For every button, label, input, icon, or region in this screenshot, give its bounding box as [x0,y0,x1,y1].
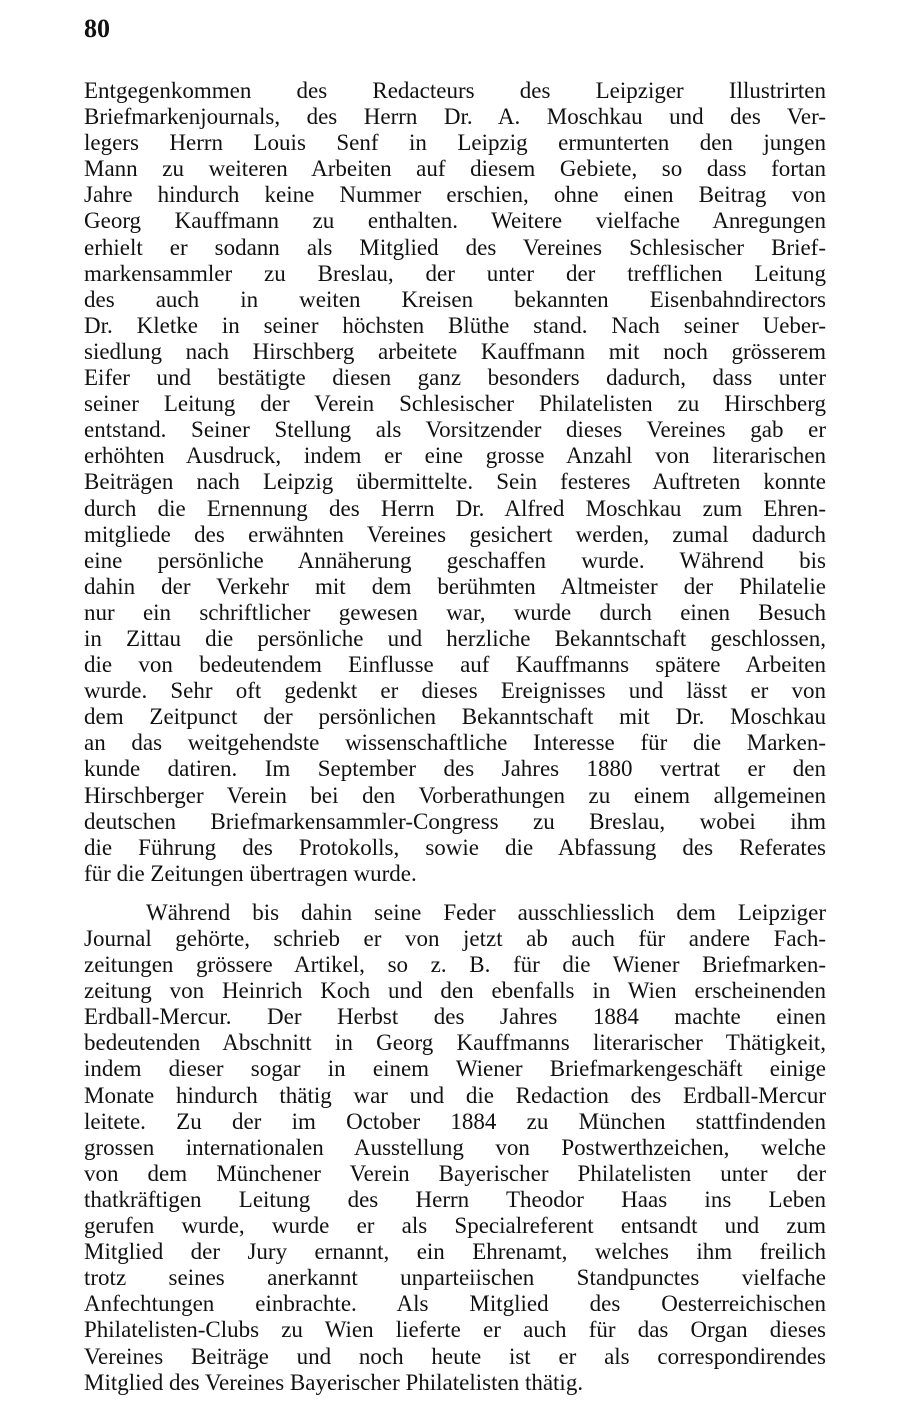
text-line: an das weitgehendste wissenschaftliche Interesse für die Marken- [84,730,826,756]
text-line: Eifer und bestätigte diesen ganz besonders dadurch, dass unter [84,365,826,391]
text-line: Erdball-Mercur. Der Herbst des Jahres 1884 machte einen [84,1004,826,1030]
text-line: Beiträgen nach Leipzig übermittelte. Sein festeres Auftreten konnte [84,469,826,495]
text-line: Journal gehörte, schrieb er von jetzt ab auch für andere Fach- [84,926,826,951]
text-line: erhielt er sodann als Mitglied des Vereines Schlesischer Brief- [84,234,826,260]
text-line: bedeutenden Abschnitt in Georg Kauffmanns literarischer Thätigkeit, [84,1030,826,1056]
paragraph-gap [84,887,826,900]
text-line: Während bis dahin seine Feder ausschliesslich dem Leipziger [146,899,826,925]
text-line: legers Herrn Louis Senf in Leipzig ermunterten den jungen [84,130,826,156]
text-line: durch die Ernennung des Herrn Dr. Alfred Moschkau zum Ehren- [84,495,826,521]
text-line: dahin der Verkehr mit dem berühmten Altmeister der Philatelie [84,573,826,599]
text-line: Dr. Kletke in seiner höchsten Blüthe stand. Nach seiner Ueber- [84,312,826,338]
text-line: des auch in weiten Kreisen bekannten Eisenbahndirectors [84,286,826,312]
text-line: erhöhten Ausdruck, indem er eine grosse Anzahl von literarischen [84,443,826,469]
text-line: grossen internationalen Ausstellung von Postwerthzeichen, welche [84,1134,826,1160]
text-line: deutschen Briefmarkensammler-Congress zu Breslau, wobei ihm [84,808,826,834]
text-line: Anfechtungen einbrachte. Als Mitglied des Oesterreichischen [84,1291,826,1317]
text-line: siedlung nach Hirschberg arbeitete Kauffmann mit noch grösserem [84,338,826,364]
text-line: kunde datiren. Im September des Jahres 1880 vertrat er den [84,756,826,782]
text-line: Mann zu weiteren Arbeiten auf diesem Gebiete, so dass fortan [84,156,826,182]
text-line: zeitungen grössere Artikel, so z. B. für die Wiener Briefmarken- [84,952,826,978]
text-line: Jahre hindurch keine Nummer erschien, ohne einen Beitrag von [84,182,826,208]
text-line: seiner Leitung der Verein Schlesischer Philatelisten zu Hirschberg [84,391,826,417]
text-line: die Führung des Protokolls, sowie die Abfassung des Referates [84,834,826,860]
text-line: leitete. Zu der im October 1884 zu München stattfindenden [84,1108,826,1134]
text-line: wurde. Sehr oft gedenkt er dieses Ereignisses und lässt er von [84,678,826,704]
text-line: Entgegenkommen des Redacteurs des Leipziger Illustrirten [84,78,826,103]
text-line: mitgliede des erwähnten Vereines gesichert werden, zumal dadurch [84,521,826,547]
text-line: von dem Münchener Verein Bayerischer Philatelisten unter der [84,1160,826,1186]
text-line: die von bedeutendem Einflusse auf Kauffmanns spätere Arbeiten [84,652,826,678]
text-line: Monate hindurch thätig war und die Redaction des Erdball-Mercur [84,1082,826,1108]
text-line: Mitglied der Jury ernannt, ein Ehrenamt, welches ihm freilich [84,1239,826,1265]
text-line: entstand. Seiner Stellung als Vorsitzender dieses Vereines gab er [84,417,826,443]
text-line: thatkräftigen Leitung des Herrn Theodor Haas ins Leben [84,1186,826,1212]
text-line: Hirschberger Verein bei den Vorberathungen zu einem allgemeinen [84,782,826,808]
text-line: eine persönliche Annäherung geschaffen wurde. Während bis [84,547,826,573]
text-line: Mitglied des Vereines Bayerischer Philatelisten thätig. [84,1369,584,1395]
text-line: zeitung von Heinrich Koch und den ebenfalls in Wien erscheinenden [84,978,826,1004]
page-number: 80 [84,14,110,43]
paragraph-2 [84,900,826,1396]
text-line: indem dieser sogar in einem Wiener Briefmarkengeschäft einige [84,1056,826,1082]
text-line: Georg Kauffmann zu enthalten. Weitere vielfache Anregungen [84,208,826,234]
text-line: trotz seines anerkannt unparteiischen Standpunctes vielfache [84,1265,826,1291]
paragraph-1 [84,78,826,887]
text-line: dem Zeitpunct der persönlichen Bekanntschaft mit Dr. Moschkau [84,704,826,730]
text-line: Philatelisten-Clubs zu Wien lieferte er auch für das Organ dieses [84,1317,826,1343]
text-line: nur ein schriftlicher gewesen war, wurde durch einen Besuch [84,599,826,625]
text-line: Briefmarkenjournals, des Herrn Dr. A. Moschkau und des Ver- [84,104,826,130]
text-line: gerufen wurde, wurde er als Specialreferent entsandt und zum [84,1213,826,1239]
body-text [84,78,826,1396]
text-line: in Zittau die persönliche und herzliche Bekanntschaft geschlossen, [84,625,826,651]
text-line: markensammler zu Breslau, der unter der trefflichen Leitung [84,260,826,286]
text-line: für die Zeitungen übertragen wurde. [84,860,417,886]
text-line: Vereines Beiträge und noch heute ist er als correspondirendes [84,1343,826,1369]
